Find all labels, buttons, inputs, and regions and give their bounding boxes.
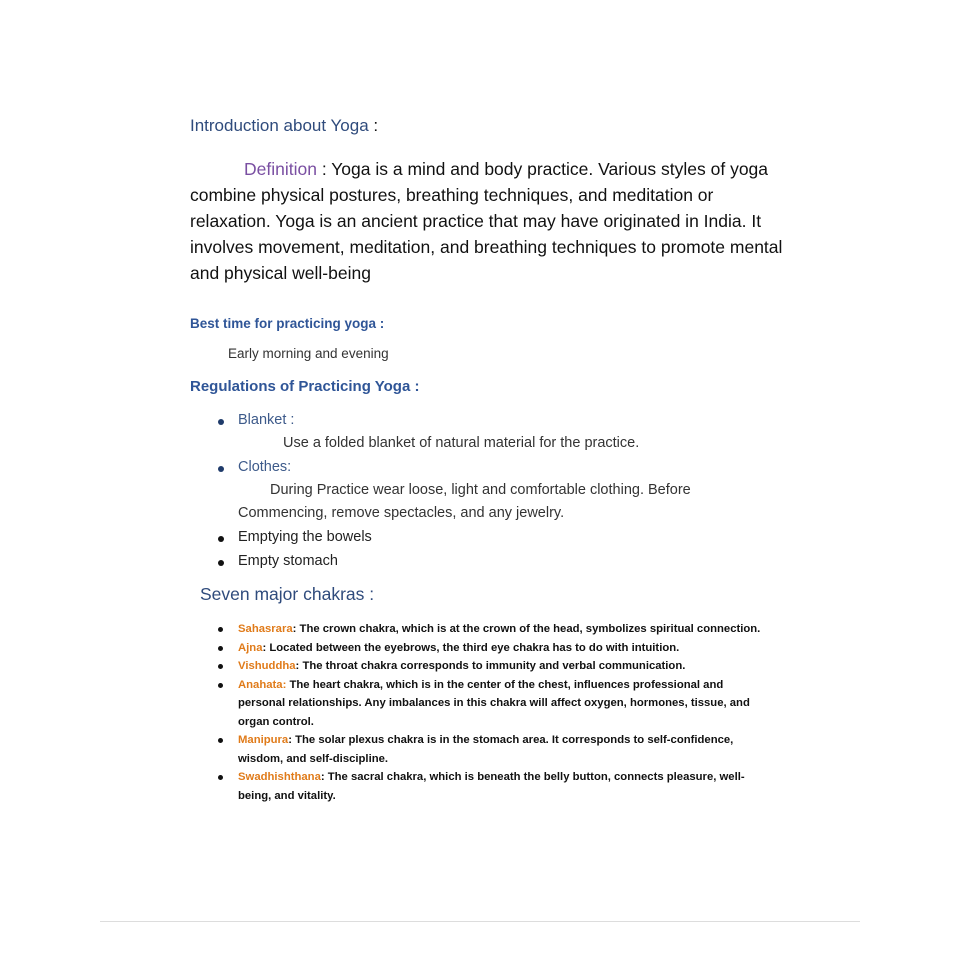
chakra-item	[238, 620, 768, 639]
intro-heading-text: Introduction about Yoga	[190, 116, 369, 135]
chakra-name: Sahasrara	[238, 623, 293, 635]
bullet-icon	[218, 536, 224, 542]
bullet-icon	[218, 646, 223, 651]
chakra-description: : Located between the eyebrows, the third eye chakra has to do with intuition.	[262, 641, 680, 654]
clothes-label: Clothes:	[238, 459, 292, 475]
best-time-value: Early morning and evening	[228, 346, 389, 361]
chakra-item	[238, 676, 768, 732]
definition-paragraph	[190, 156, 790, 286]
chakra-description: : The crown chakra, which is at the crown of the head, symbolizes spiritual connection.	[292, 623, 761, 635]
blanket-text: Use a folded blanket of natural material for the practice.	[283, 435, 640, 451]
page-divider	[100, 921, 860, 922]
chakra-item	[238, 768, 768, 805]
chakras-heading: Seven major chakras :	[200, 584, 375, 604]
chakra-list	[238, 620, 768, 805]
chakra-name: Ajna	[238, 641, 263, 654]
bullet-icon	[218, 738, 223, 743]
intro-heading-colon: :	[368, 116, 379, 135]
chakra-item	[238, 657, 768, 676]
bullet-icon	[218, 627, 223, 632]
bullet-icon	[218, 419, 224, 425]
chakra-description: : The sacral chakra, which is beneath the belly button, connects pleasure, well-being, and vitality.	[238, 771, 745, 802]
chakra-description: : The solar plexus chakra is in the stomach area. It corresponds to self-confidence, wisdom, and self-discipline.	[238, 734, 734, 765]
clothes-text-line-1: During Practice wear loose, light and comfortable clothing. Before	[270, 482, 691, 498]
definition-label: Definition	[244, 159, 317, 179]
chakra-item	[238, 639, 768, 658]
definition-text: : Yoga is a mind and body practice. Various styles of yoga combine physical postures, breathing techniques, and meditation or relaxation. Yoga is an ancient practice that may have originated in India. It involves movement, meditation, and breathing techniques to promote mental and physical well-being	[190, 159, 783, 283]
intro-heading	[190, 116, 378, 136]
chakra-name: Vishuddha	[238, 660, 296, 672]
chakra-name: Anahata:	[238, 678, 287, 691]
chakra-description: The heart chakra, which is in the center of the chest, influences professional and personal relationships. Any imbalances in this chakra will affect oxygen, hormones, tissue, and organ control.	[238, 678, 750, 728]
bullet-icon	[218, 775, 223, 780]
best-time-heading: Best time for practicing yoga :	[190, 316, 385, 331]
bullet-icon	[218, 466, 224, 472]
list-item-stomach: Empty stomach	[238, 553, 338, 569]
clothes-text-line-2: Commencing, remove spectacles, and any jewelry.	[238, 505, 565, 521]
blanket-label: Blanket :	[238, 412, 295, 428]
regulations-heading: Regulations of Practicing Yoga :	[190, 378, 420, 395]
chakra-description: : The throat chakra corresponds to immunity and verbal communication.	[295, 660, 686, 672]
chakra-name: Swadhishthana	[238, 771, 321, 783]
chakra-item	[238, 731, 768, 768]
chakra-name: Manipura	[238, 734, 289, 746]
list-item-bowels: Emptying the bowels	[238, 529, 372, 545]
bullet-icon	[218, 560, 224, 566]
bullet-icon	[218, 683, 223, 688]
bullet-icon	[218, 664, 223, 669]
